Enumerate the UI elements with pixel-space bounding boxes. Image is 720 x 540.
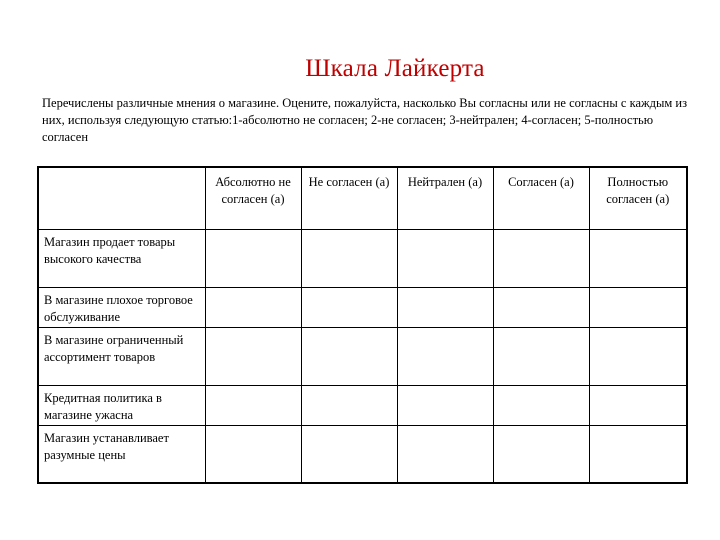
rating-cell[interactable] <box>397 425 493 483</box>
rating-cell[interactable] <box>397 385 493 425</box>
rating-cell[interactable] <box>493 229 589 287</box>
scale-header-3: Нейтрален (а) <box>397 167 493 229</box>
rating-cell[interactable] <box>301 229 397 287</box>
rating-cell[interactable] <box>493 287 589 327</box>
rating-cell[interactable] <box>397 327 493 385</box>
table-row <box>38 287 687 327</box>
scale-header-5: Полностью согласен (а) <box>589 167 687 229</box>
scale-header-1: Абсолютно не согласен (а) <box>205 167 301 229</box>
rating-cell[interactable] <box>205 229 301 287</box>
table-row <box>38 425 687 483</box>
scale-header-4: Согласен (а) <box>493 167 589 229</box>
rating-cell[interactable] <box>205 385 301 425</box>
scale-header-2: Не согласен (а) <box>301 167 397 229</box>
table-row <box>38 327 687 385</box>
rating-cell[interactable] <box>301 425 397 483</box>
rating-cell[interactable] <box>589 229 687 287</box>
likert-table <box>37 166 688 484</box>
rating-cell[interactable] <box>301 385 397 425</box>
statement-cell: Магазин устанавливает разумные цены <box>38 425 205 483</box>
rating-cell[interactable] <box>493 385 589 425</box>
statement-cell: Магазин продает товары высокого качества <box>38 229 205 287</box>
rating-cell[interactable] <box>397 287 493 327</box>
statement-cell: Кредитная политика в магазине ужасна <box>38 385 205 425</box>
rating-cell[interactable] <box>589 385 687 425</box>
statement-cell: В магазине плохое торговое обслуживание <box>38 287 205 327</box>
table-row <box>38 385 687 425</box>
rating-cell[interactable] <box>589 425 687 483</box>
rating-cell[interactable] <box>205 287 301 327</box>
rating-cell[interactable] <box>493 327 589 385</box>
page-title: Шкала Лайкерта <box>305 55 485 82</box>
table-corner-cell <box>38 167 205 229</box>
statement-cell: В магазине ограниченный ассортимент товаров <box>38 327 205 385</box>
instructions-text: Перечислены различные мнения о магазине. Оцените, пожалуйста, насколько Вы согласны или не согласны с каждым из них, используя следующую статью:1-абсолютно не согласен; 2-не согласен; 3-нейтрален; 4-согласен; 5-полностью согласен <box>42 96 688 144</box>
rating-cell[interactable] <box>493 425 589 483</box>
rating-cell[interactable] <box>589 287 687 327</box>
rating-cell[interactable] <box>205 327 301 385</box>
rating-cell[interactable] <box>397 229 493 287</box>
table-header-row <box>38 167 687 229</box>
rating-cell[interactable] <box>301 287 397 327</box>
table-row <box>38 229 687 287</box>
rating-cell[interactable] <box>301 327 397 385</box>
rating-cell[interactable] <box>205 425 301 483</box>
rating-cell[interactable] <box>589 327 687 385</box>
